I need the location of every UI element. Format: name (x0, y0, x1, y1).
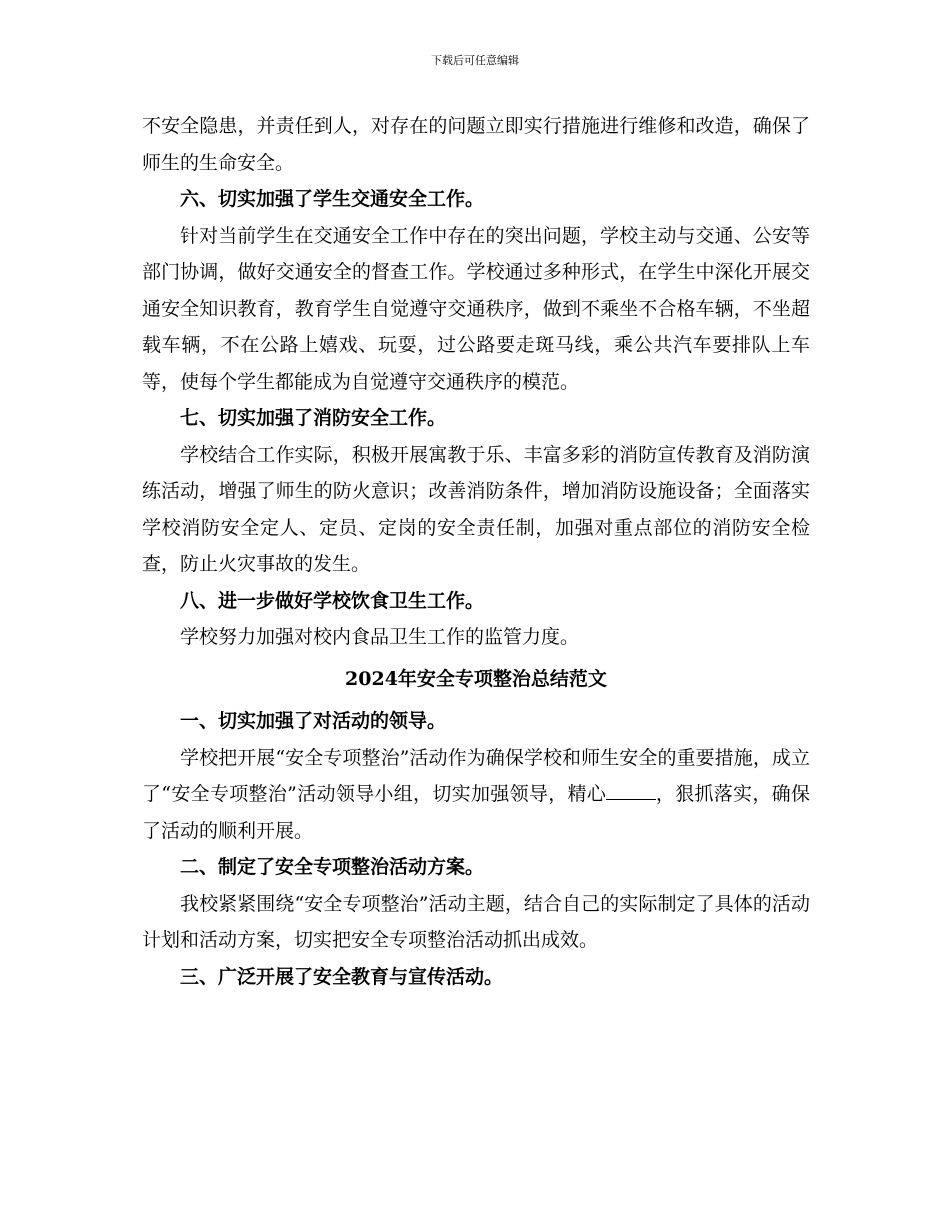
heading-one: 一、切实加强了对活动的领导。 (180, 710, 447, 732)
paragraph-one-before-blank: 学校把开展“安全专项整治”活动作为确保学校和师生安全的重要措施，成立了“安全专项整治”活动领导小组，切实加强领导，精心 (142, 746, 810, 805)
page-header: 下载后可任意编辑 (431, 54, 519, 67)
heading-eight: 八、进一步做好学校饮食卫生工作。 (180, 589, 485, 612)
paragraph-one (142, 740, 810, 850)
paragraph-one-after-blank: ，狠抓落实，确保了活动的顺利开展。 (142, 783, 810, 842)
paragraph-six: 针对当前学生在交通安全工作中存在的突出问题，学校主动与交通、公安等部门协调，做好交通安全的督查工作。学校通过多种形式，在学生中深化开展交通安全知识教育，教育学生自觉遵守交通秩序，做到不乘坐不合格车辆，不坐超载车辆，不在公路上嬉戏、玩耍，过公路要走斑马线，乘公共汽车要排队上车等，使每个学生都能成为自觉遵守交通秩序的模范。 (142, 224, 810, 393)
paragraph-two: 我校紧紧围绕“安全专项整治”活动主题，结合自己的实际制定了具体的活动计划和活动方案，切实把安全专项整治活动抓出成效。 (142, 892, 810, 951)
heading-three: 三、广泛开展了安全教育与宣传活动。 (180, 965, 504, 988)
heading-two: 二、制定了安全专项整治活动方案。 (180, 856, 485, 878)
paragraph-seven: 学校结合工作实际，积极开展寓教于乐、丰富多彩的消防宣传教育及消防演练活动，增强了师生的防火意识；改善消防条件，增加消防设施设备；全面落实学校消防安全定人、定员、定岗的安全责任制，加强对重点部位的消防安全检查，防止火灾事故的发生。 (142, 443, 810, 575)
paragraph-eight: 学校努力加强对校内食品卫生工作的监管力度。 (180, 626, 580, 648)
document-body (142, 108, 810, 995)
document-title: 2024年安全专项整治总结范文 (345, 667, 607, 690)
paragraph-continuation: 不安全隐患，并责任到人，对存在的问题立即实行措施进行维修和改造，确保了师生的生命安全。 (142, 115, 810, 174)
heading-six: 六、切实加强了学生交通安全工作。 (180, 188, 485, 210)
heading-seven: 七、切实加强了消防安全工作。 (180, 407, 447, 429)
fill-in-blank (606, 782, 655, 800)
